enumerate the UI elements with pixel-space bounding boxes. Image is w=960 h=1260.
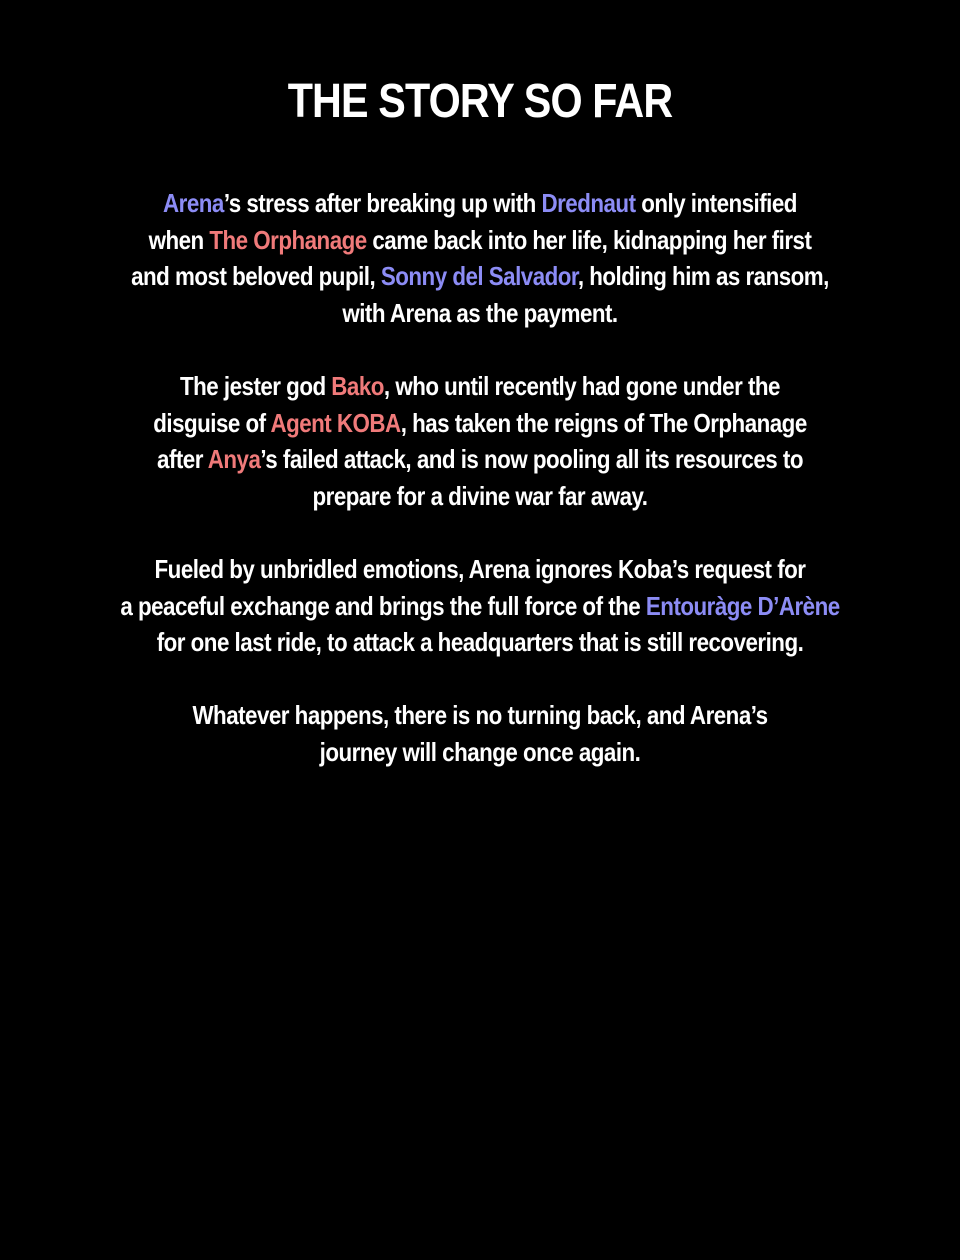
text-segment: came back into her life, kidnapping her first: [366, 224, 812, 255]
highlighted-name-red: Anya: [207, 444, 261, 474]
paragraph-line: [67, 258, 893, 295]
highlighted-name-blue: Arena: [163, 188, 224, 218]
story-paragraph-3: [0, 551, 960, 661]
paragraph-line: [67, 222, 893, 259]
paragraph-line: [67, 405, 893, 442]
text-segment: only intensified: [635, 188, 797, 218]
paragraph-line: [67, 295, 893, 332]
highlighted-name-blue: Drednaut: [541, 188, 636, 218]
text-segment: journey will change once again.: [319, 736, 641, 767]
text-segment: when: [148, 224, 210, 255]
text-segment: ’s failed attack, and is now pooling all its resources to: [260, 444, 803, 474]
text-segment: , has taken the reigns of The Orphanage: [400, 407, 807, 438]
story-paragraph-1: [0, 185, 960, 331]
text-segment: The jester god: [180, 371, 332, 401]
paragraph-line: [67, 624, 893, 661]
text-segment: , holding him as ransom,: [577, 261, 829, 291]
text-segment: prepare for a divine war far away.: [312, 480, 648, 511]
text-segment: disguise of: [153, 407, 271, 438]
paragraph-line: [67, 697, 893, 734]
text-segment: after: [157, 444, 208, 474]
paragraph-line: [67, 551, 893, 588]
paragraph-line: [67, 588, 893, 625]
highlighted-name-blue: Sonny del Salvador: [380, 261, 578, 291]
paragraph-line: [67, 368, 893, 405]
paragraph-line: [67, 441, 893, 478]
story-paragraph-2: [0, 368, 960, 514]
text-segment: Fueled by unbridled emotions, Arena ignores Koba’s request for: [154, 554, 806, 584]
text-segment: with Arena as the payment.: [342, 297, 618, 328]
paragraph-line: [67, 185, 893, 222]
text-segment: , who until recently had gone under the: [383, 371, 780, 401]
text-segment: and most beloved pupil,: [131, 261, 381, 291]
paragraph-line: [67, 478, 893, 515]
text-segment: a peaceful exchange and brings the full force of the: [120, 590, 646, 621]
paragraph-line: [67, 734, 893, 771]
page-title: THE STORY SO FAR: [287, 75, 673, 128]
text-segment: for one last ride, to attack a headquarters that is still recovering.: [156, 627, 804, 657]
highlighted-name-red: Agent KOBA: [270, 407, 401, 438]
story-paragraph-4: [0, 697, 960, 770]
text-segment: ’s stress after breaking up with: [223, 188, 542, 218]
highlighted-name-blue: Entouràge D’Arène: [645, 590, 840, 621]
highlighted-name-red: The Orphanage: [209, 224, 367, 255]
highlighted-name-red: Bako: [331, 371, 384, 401]
text-segment: Whatever happens, there is no turning back, and Arena’s: [192, 700, 768, 730]
